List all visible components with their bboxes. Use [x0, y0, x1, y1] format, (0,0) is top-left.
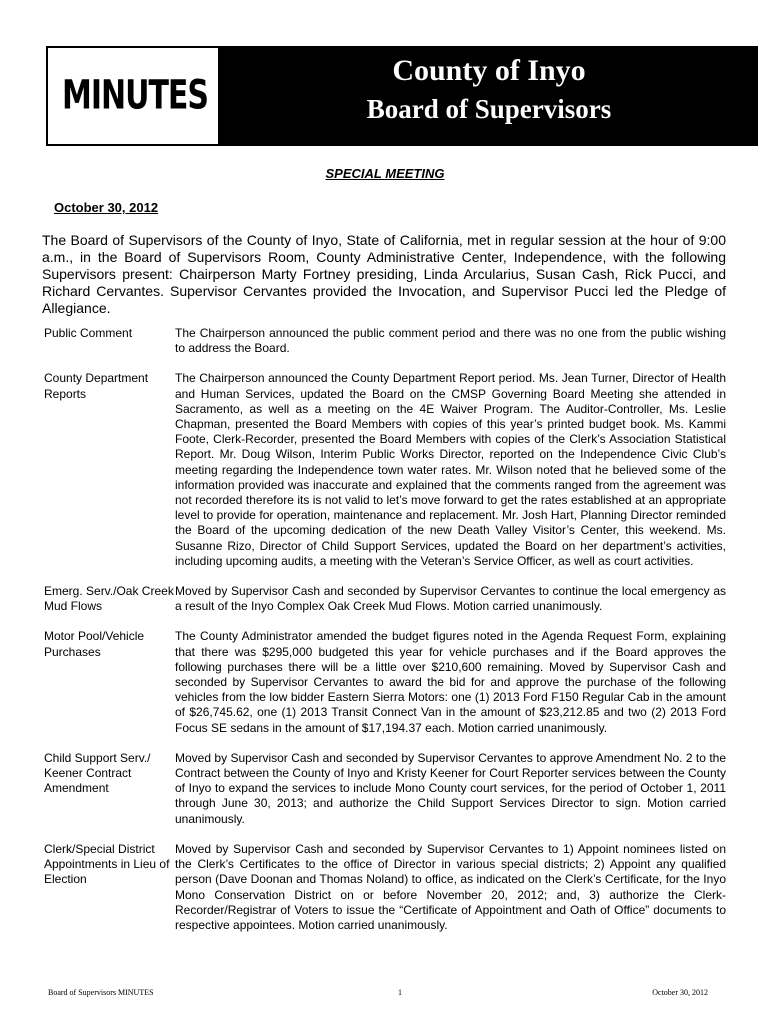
- minutes-logo-text: MINUTES: [61, 71, 209, 120]
- document-header: [46, 46, 758, 146]
- agenda-item: [44, 584, 726, 614]
- agenda-item: [44, 842, 726, 933]
- agenda-item-label: Emerg. Serv./Oak Creek Mud Flows: [44, 584, 174, 614]
- footer-date: October 30, 2012: [652, 988, 708, 997]
- meeting-date: October 30, 2012: [54, 200, 159, 215]
- agenda-item-label: Public Comment: [44, 326, 133, 340]
- page-number: 1: [398, 988, 402, 997]
- footer-title: Board of Supervisors MINUTES: [48, 988, 154, 997]
- agenda-item-text: Moved by Supervisor Cash and seconded by Supervisor Cervantes to 1) Appoint nominees listed on the Clerk’s Certificates to the office of Director in various special districts; 2) Appoint any qualified person (Dave Doonan and Thomas Noland) to office, as indicated on the Clerk’s Certificate, for the Inyo Mono Conservation District on or before November 20, 2012; and, 3) authorize the Clerk-Recorder/Registrar of Voters to issue the “Certificate of Appointment and Oath of Office” documents to respective appointees. Motion carried unanimously.: [175, 841, 726, 932]
- agenda-items: [44, 326, 726, 948]
- agenda-item: [44, 371, 726, 569]
- agenda-item: [44, 326, 726, 356]
- agenda-item-text: Moved by Supervisor Cash and seconded by Supervisor Cervantes to approve Amendment No. 2 to the Contract between the County of Inyo and Kristy Keener for Court Reporter services between the County of Inyo to expand the services to include Mono County court services, for the period of October 1, 2011 through June 30, 2013; and authorize the Child Support Services Director to sign. Motion carried unanimously.: [175, 750, 726, 826]
- agenda-item: [44, 751, 726, 827]
- agenda-item-label: County Department Reports: [44, 371, 149, 401]
- minutes-logo: [46, 46, 220, 146]
- board-title: Board of Supervisors: [366, 94, 612, 124]
- agenda-item: [44, 629, 726, 735]
- agenda-item-text: The Chairperson announced the County Department Report period. Ms. Jean Turner, Director of Health and Human Services, updated the Board on the CMSP Governing Board Meeting she attended in Sacramento, as well as a meeting on the 4E Waiver Program. The Auditor-Controller, Ms. Leslie Chapman, presented the Board Members with copies of this year’s printed budget book. Ms. Kammi Foote, Clerk-Recorder, presented the Board Members with copies of the Clerk’s Association Statistical Report. Mr. Doug Wilson, Interim Public Works Director, reported on the Independence Civic Club’s meeting regarding the Independence town water rates. Mr. Wilson noted that he believed some of the information provided was inaccurate and explained that the comments ranged from the agreement was not recorded therefore its is not valid to let’s move forward to get the rates established at an appropriate level to provide for operation, maintenance and replacement. Mr. Josh Hart, Planning Director reminded the Board of the upcoming dedication of the new Death Valley Visitor’s Center, this weekend. Ms. Susanne Rizo, Director of Child Support Services, updated the Board on her department’s activities, including upcoming audits, a meeting with the Veteran’s Service Officer, as well as court activities.: [175, 371, 726, 568]
- agenda-item-label: Motor Pool/Vehicle Purchases: [44, 629, 145, 659]
- agenda-item-text: Moved by Supervisor Cash and seconded by Supervisor Cervantes to continue the local emergency as a result of the Inyo Complex Oak Creek Mud Flows. Motion carried unanimously.: [175, 584, 726, 614]
- agenda-item-text: The Chairperson announced the public comment period and there was no one from the public wishing to address the Board.: [175, 326, 726, 356]
- meeting-type: SPECIAL MEETING: [325, 166, 445, 181]
- agenda-item-text: The County Administrator amended the budget figures noted in the Agenda Request Form, explaining that there was $295,000 budgeted this year for vehicle purchases and if the Board approves the following purchases there will be a little over $210,600 remaining. Moved by Supervisor Cash and seconded by Supervisor Cervantes to award the bid for and approve the purchase of the following vehicles from the low bidder Eastern Sierra Motors: one (1) 2013 Ford F150 Regular Cab in the amount of $26,745.62, one (1) 2013 Transit Connect Van in the amount of $23,212.85 and two (2) 2013 Ford Focus SE sedans in the amount of $17,194.37 each. Motion carried unanimously.: [175, 629, 726, 735]
- intro-paragraph: The Board of Supervisors of the County of Inyo, State of California, met in regular session at the hour of 9:00 a.m., in the Board of Supervisors Room, County Administrative Center, Independence, with the following Supervisors present: Chairperson Marty Fortney presiding, Linda Arcularius, Susan Cash, Rick Pucci, and Richard Cervantes. Supervisor Cervantes provided the Invocation, and Supervisor Pucci led the Pledge of Allegiance.: [42, 232, 726, 316]
- county-title: County of Inyo: [392, 54, 586, 87]
- title-banner: [220, 46, 758, 146]
- agenda-item-label: Child Support Serv./ Keener Contract Amendment: [44, 750, 151, 796]
- agenda-item-label: Clerk/Special District Appointments in Lieu of Election: [44, 841, 170, 887]
